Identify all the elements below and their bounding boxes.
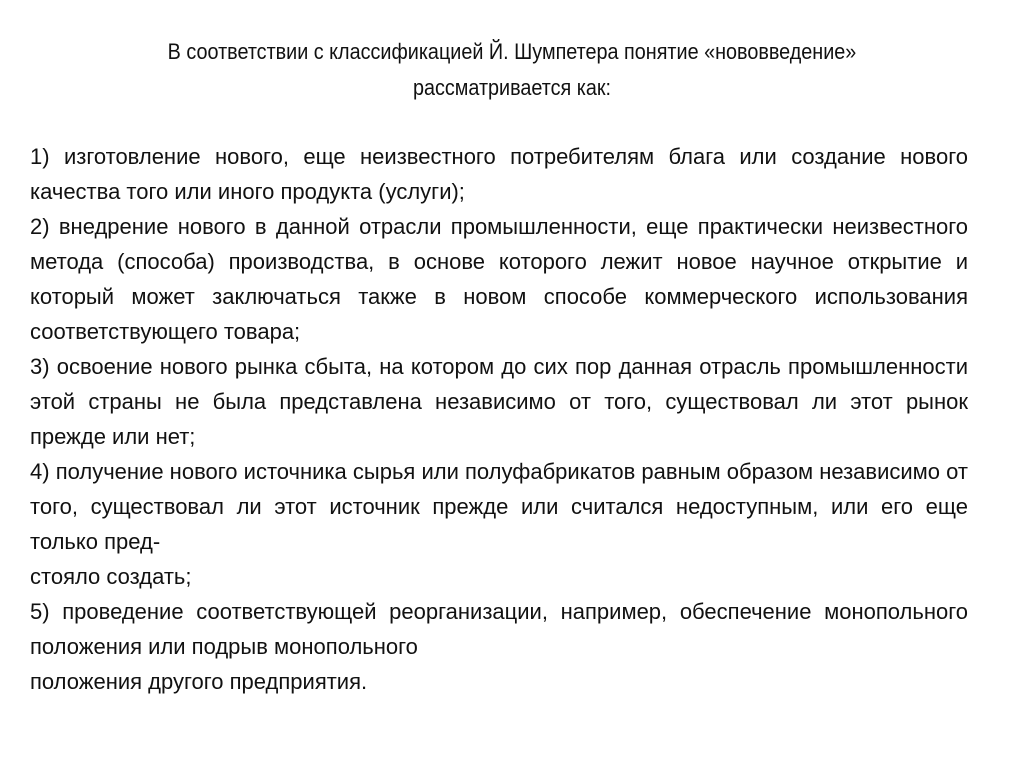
title-line-2: рассматривается как: xyxy=(412,75,612,100)
list-item-3: 3) освоение нового рынка сбыта, на котором до сих пор данная отрасль промышленности этой страны не была представлена независимо от того, существовал ли этот рынок прежде или нет; xyxy=(30,354,968,449)
slide-body xyxy=(30,139,968,699)
list-item-4: 4) получение нового источника сырья или полуфабрикатов равным образом независимо от того, существовал ли этот источник прежде или считался недоступным, или его еще только пред- xyxy=(30,459,968,554)
list-item-1: 1) изготовление нового, еще неизвестного потребителям блага или создание нового качества того или иного продукта (услуги); xyxy=(30,144,968,204)
list-item-4-continuation: стояло создать; xyxy=(30,564,192,589)
list-item-5-continuation: положения другого предприятия. xyxy=(30,669,368,694)
list-item-2: 2) внедрение нового в данной отрасли промышленности, еще практически неизвестного метода (способа) производства, в основе которого лежит новое научное открытие и который может заключаться также в новом способе коммерческого использования соответствующего товара; xyxy=(30,214,968,344)
slide-title xyxy=(105,34,919,106)
title-line-1: В соответствии с классификацией Й. Шумпетера понятие «нововведение» xyxy=(167,39,857,64)
list-item-5: 5) проведение соответствующей реорганизации, например, обеспечение монопольного положения или подрыв монопольного xyxy=(30,599,968,659)
